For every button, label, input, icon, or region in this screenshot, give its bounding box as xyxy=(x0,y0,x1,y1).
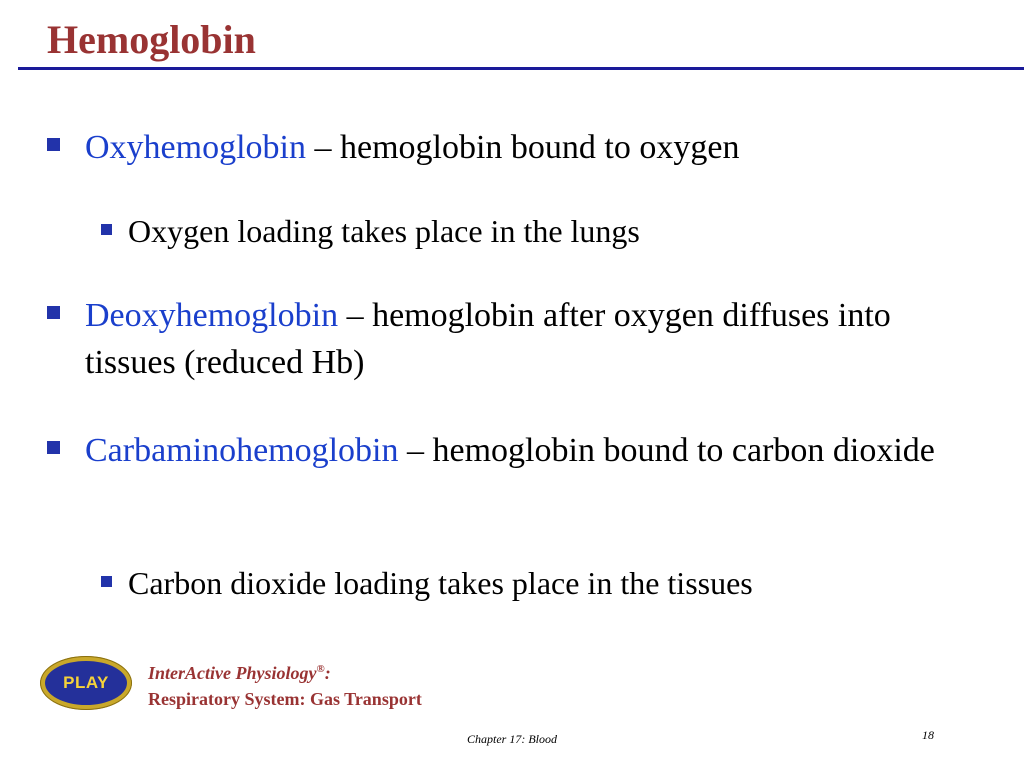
registered-mark: ® xyxy=(316,663,325,675)
sub-bullet-text: Carbon dioxide loading takes place in the tissues xyxy=(128,565,753,601)
link-title: InterActive Physiology®: xyxy=(148,663,331,683)
slide-title: Hemoglobin xyxy=(47,17,256,62)
play-label: PLAY xyxy=(45,661,127,705)
sub-bullet-oxygen-loading xyxy=(128,209,988,253)
chapter-footer: Chapter 17: Blood xyxy=(467,732,557,746)
square-bullet-icon xyxy=(47,306,60,319)
sub-bullet-co2-loading xyxy=(128,561,988,605)
title-divider xyxy=(18,67,1024,70)
bullet-carbaminohemoglobin xyxy=(85,427,985,474)
bullet-text: – hemoglobin bound to carbon dioxide xyxy=(398,432,935,469)
bullet-deoxyhemoglobin xyxy=(85,292,985,386)
square-bullet-icon xyxy=(47,138,60,151)
bullet-text: – hemoglobin after oxygen diffuses into tissues (reduced Hb) xyxy=(85,297,891,381)
link-subtitle: Respiratory System: Gas Transport xyxy=(148,689,422,709)
square-bullet-icon xyxy=(101,576,112,587)
square-bullet-icon xyxy=(101,224,112,235)
term-carbaminohemoglobin: Carbaminohemoglobin xyxy=(85,432,399,469)
bullet-text: – hemoglobin bound to oxygen xyxy=(305,129,740,166)
bullet-oxyhemoglobin xyxy=(85,124,985,171)
term-deoxyhemoglobin: Deoxyhemoglobin xyxy=(85,297,339,334)
square-bullet-icon xyxy=(47,441,60,454)
page-number: 18 xyxy=(922,728,934,742)
term-oxyhemoglobin: Oxyhemoglobin xyxy=(85,129,306,166)
interactive-physiology-link[interactable] xyxy=(148,656,422,712)
sub-bullet-text: Oxygen loading takes place in the lungs xyxy=(128,213,640,249)
play-button[interactable] xyxy=(40,656,132,710)
